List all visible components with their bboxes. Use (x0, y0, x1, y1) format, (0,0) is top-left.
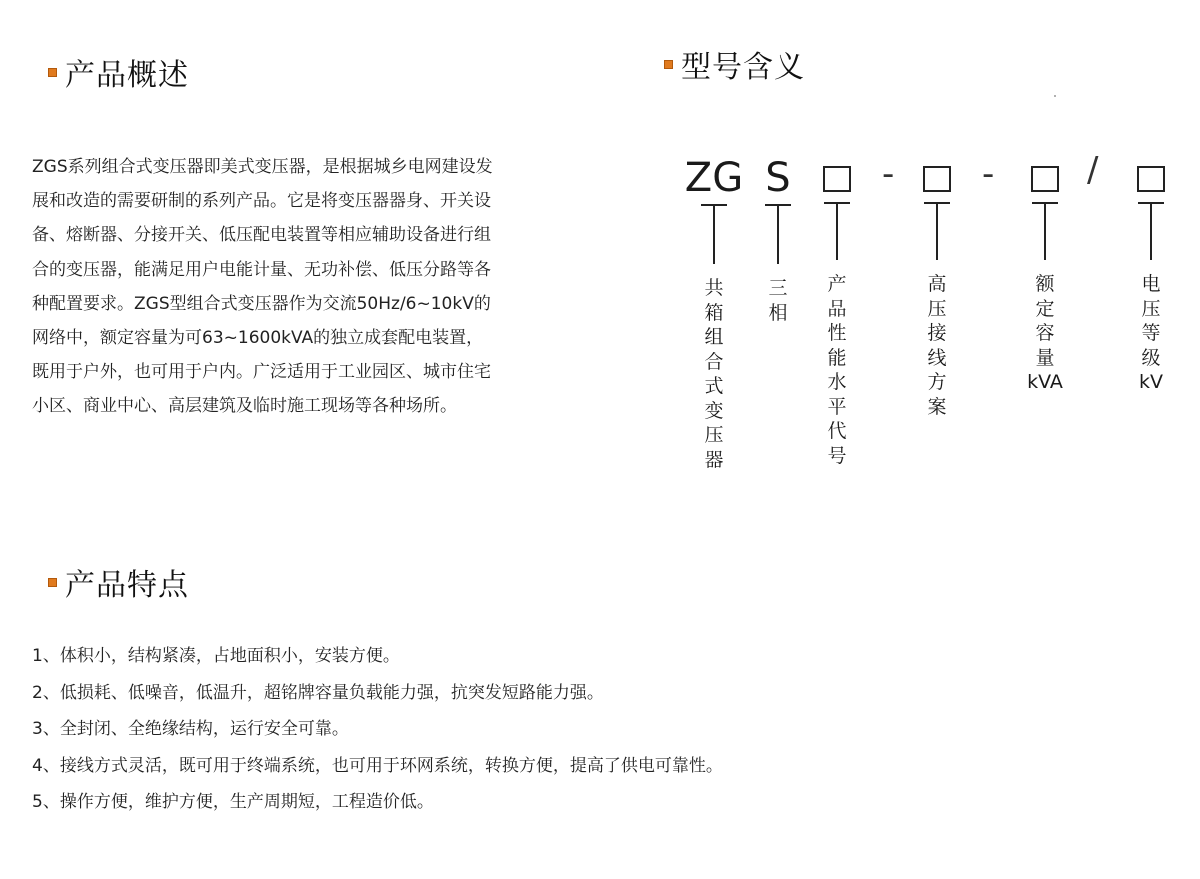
features-list (32, 638, 723, 821)
label-capacity: 额 定 容 量 kVA (1027, 273, 1063, 393)
placeholder-box (1031, 166, 1059, 192)
label-hv-scheme: 高 压 接 线 方 案 (927, 273, 947, 418)
label-voltage: 电 压 等 级 kV (1138, 273, 1163, 393)
features-header (48, 560, 189, 604)
model-part-voltage (1126, 156, 1176, 395)
leader-line (713, 206, 715, 264)
leader-line (1150, 204, 1152, 260)
overview-header (48, 50, 189, 94)
model-title: 型号含义 (681, 50, 805, 85)
leader-line (936, 204, 938, 260)
leader-line (777, 206, 779, 264)
square-bullet-icon (48, 578, 57, 587)
model-part-zg (684, 156, 744, 472)
dash-separator: - (982, 154, 995, 194)
feature-item: 3、全封闭、全绝缘结构，运行安全可靠。 (32, 719, 349, 739)
feature-item: 4、接线方式灵活，既可用于终端系统，也可用于环网系统，转换方便，提高了供电可靠性。 (32, 755, 723, 776)
stray-dot (1054, 95, 1056, 97)
model-part-s (758, 156, 798, 325)
leader-line (836, 204, 838, 260)
dash-separator: - (882, 154, 895, 194)
overview-line: 展和改造的需要研制的系列产品。它是将变压器器身、开关设 (32, 191, 491, 212)
feature-item: 2、低损耗、低噪音，低温升，超铭牌容量负载能力强，抗突发短路能力强。 (32, 682, 604, 703)
features-title: 产品特点 (65, 568, 189, 603)
model-part-hv-scheme (912, 156, 962, 419)
placeholder-box (823, 166, 851, 192)
slash-separator: / (1087, 150, 1099, 190)
overview-line: 备、熔断器、分接开关、低压配电装置等相应辅助设备进行组 (32, 225, 491, 246)
label-performance: 产 品 性 能 水 平 代 号 (827, 273, 847, 467)
code-zg: ZG (684, 155, 744, 201)
overview-title: 产品概述 (65, 58, 189, 93)
model-header (664, 42, 805, 86)
code-s: S (765, 155, 791, 201)
feature-item: 1、体积小，结构紧凑，占地面积小，安装方便。 (32, 646, 400, 666)
overview-line: 既用于户外，也可用于户内。广泛适用于工业园区、城市住宅 (32, 362, 491, 383)
square-bullet-icon (664, 60, 673, 69)
overview-line: ZGS系列组合式变压器即美式变压器，是根据城乡电网建设发 (32, 157, 493, 177)
model-part-performance (812, 156, 862, 468)
placeholder-box (1137, 166, 1165, 192)
overview-line: 种配置要求。ZGS型组合式变压器作为交流50Hz/6~10kV的 (32, 293, 491, 314)
overview-line: 小区、商业中心、高层建筑及临时施工现场等各种场所。 (32, 396, 457, 417)
square-bullet-icon (48, 68, 57, 77)
model-part-capacity (1018, 156, 1072, 395)
placeholder-box (923, 166, 951, 192)
overview-line: 网络中，额定容量为可63~1600kVA的独立成套配电装置， (32, 328, 484, 349)
label-s: 三 相 (768, 277, 788, 324)
overview-paragraph (32, 150, 592, 424)
overview-line: 合的变压器，能满足用户电能计量、无功补偿、低压分路等各 (32, 259, 491, 280)
feature-item: 5、操作方便，维护方便，生产周期短，工程造价低。 (32, 792, 434, 812)
leader-line (1044, 204, 1046, 260)
label-zg: 共 箱 组 合 式 变 压 器 (704, 277, 724, 471)
